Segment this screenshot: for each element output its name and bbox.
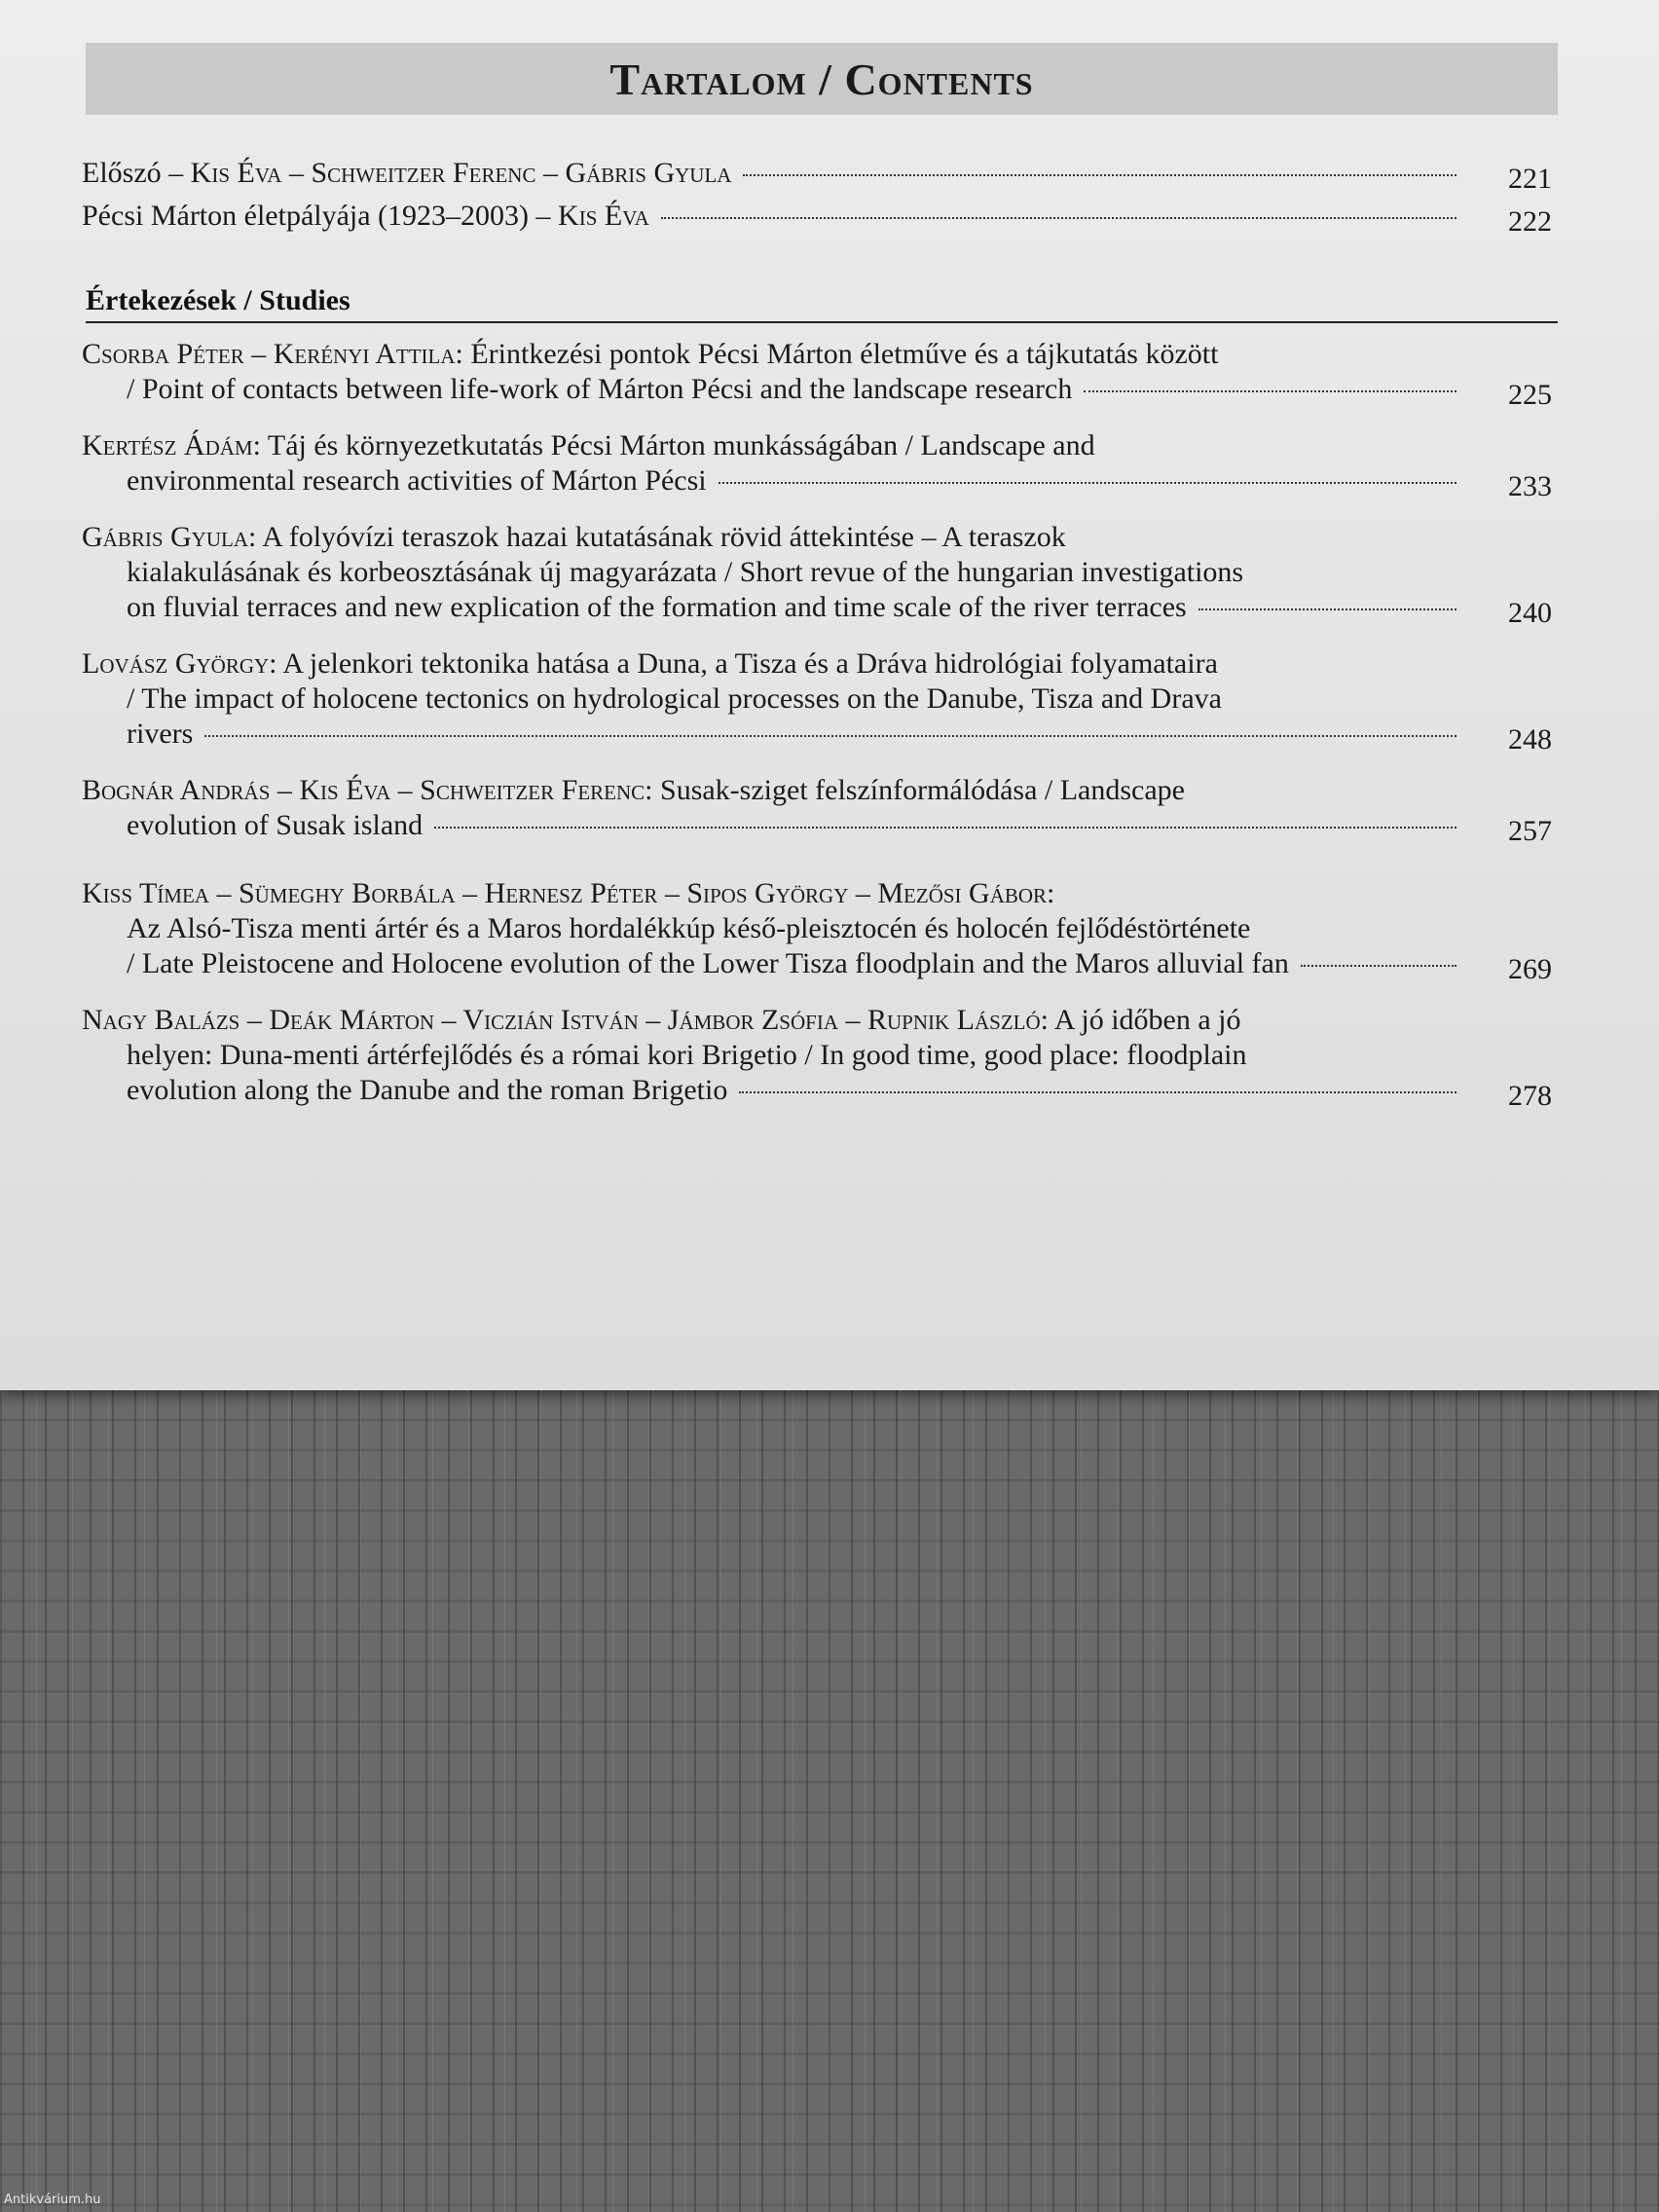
toc-title-text: / Late Pleistocene and Holocene evolution of the Lower Tisza floodplain and the Maros alluvial fan: [127, 947, 1289, 979]
toc-entry-line: [82, 1038, 1552, 1073]
toc-entry-line: [82, 463, 1552, 498]
page-number: 269: [1508, 953, 1552, 985]
toc-title-text: / The impact of holocene tectonics on hydrological processes on the Danube, Tisza and Drava: [127, 682, 1222, 715]
toc-entry-line: [82, 555, 1552, 590]
toc-entry[interactable]: [82, 156, 1552, 195]
toc-title-text: on fluvial terraces and new explication of the formation and time scale of the river terraces: [127, 591, 1187, 623]
toc-title-text: : Táj és környezetkutatás Pécsi Márton munkásságában / Landscape and: [252, 429, 1095, 461]
dot-leader: [1301, 965, 1456, 967]
page-number: 257: [1508, 815, 1552, 847]
toc-author: Kertész Ádám: [82, 429, 253, 461]
dot-leader: [739, 1091, 1456, 1093]
toc-title-text: Az Alsó-Tisza menti ártér és a Maros hordalékkúp késő-pleisztocén és holocén fejlődéstörténete: [127, 912, 1251, 944]
toc-entry-line: [82, 337, 1552, 372]
toc-author: Lovász György: [82, 647, 270, 680]
toc-title-text: evolution along the Danube and the roman Brigetio: [127, 1074, 728, 1106]
page-number: 225: [1508, 379, 1552, 411]
toc-author: Kis Éva – Schweitzer Ferenc – Gábris Gyula: [190, 157, 732, 189]
toc-author: Kiss Tímea – Sümeghy Borbála – Hernesz Péter – Sipos György – Mezősi Gábor: [82, 877, 1048, 909]
toc-entry[interactable]: [82, 337, 1552, 411]
toc-entry-line: [82, 808, 1552, 843]
toc-title-text: : A folyóvízi teraszok hazai kutatásának rövid áttekintése – A teraszok: [248, 521, 1066, 553]
toc-entry-line: [82, 156, 1552, 191]
page-number: 240: [1508, 597, 1552, 629]
toc-entry[interactable]: [82, 773, 1552, 847]
dot-leader: [661, 217, 1456, 219]
dot-leader: [743, 174, 1456, 176]
toc-title-text: rivers: [127, 718, 194, 750]
toc-entry-line: [82, 773, 1552, 808]
page-number: 221: [1508, 163, 1552, 195]
toc-entry-line: [82, 428, 1552, 463]
toc-entry-line: [82, 946, 1552, 981]
section-title: Értekezések / Studies: [86, 284, 350, 316]
dot-leader: [1084, 390, 1456, 392]
toc-author: Bognár András – Kis Éva – Schweitzer Ferenc: [82, 774, 645, 806]
page-number: 278: [1508, 1080, 1552, 1112]
toc-entry-line: [82, 876, 1552, 911]
toc-entry[interactable]: [82, 199, 1552, 238]
toc-entry-line: [82, 1003, 1552, 1038]
toc-title-text: evolution of Susak island: [127, 809, 424, 841]
toc-title-text: : A jó időben a jó: [1040, 1004, 1241, 1036]
dot-leader: [1198, 608, 1456, 610]
toc-entry-line: [82, 199, 1552, 234]
toc-title-text: Pécsi Márton életpályája (1923–2003) –: [82, 200, 559, 232]
watermark: Antikvárium.hu: [4, 2193, 101, 2207]
toc-entry-line: [82, 1073, 1552, 1108]
toc-author: Csorba Péter – Kerényi Attila: [82, 338, 456, 370]
page-number: 222: [1508, 205, 1552, 238]
toc-title-text: / Point of contacts between life-work of Márton Pécsi and the landscape research: [127, 373, 1073, 405]
dot-leader: [204, 735, 1456, 737]
toc-entry-line: [82, 646, 1552, 682]
dot-leader: [719, 482, 1456, 484]
toc-entry-line: [82, 590, 1552, 625]
toc-author: Kis Éva: [558, 200, 649, 232]
page-title: Tartalom / Contents: [609, 54, 1034, 104]
toc-entry-line: [82, 911, 1552, 946]
toc-title-text: helyen: Duna-menti ártérfejlődés és a római kori Brigetio / In good time, good place: floodplain: [127, 1039, 1247, 1071]
toc-entry[interactable]: [82, 646, 1552, 756]
page-number: 233: [1508, 470, 1552, 502]
toc-entry-line: [82, 682, 1552, 717]
toc-entry[interactable]: [82, 428, 1552, 502]
toc-entry-line: [82, 717, 1552, 752]
toc-title-text: : Érintkezési pontok Pécsi Márton életműve és a tájkutatás között: [455, 338, 1219, 370]
toc-title-text: : Susak-sziget felszínformálódása / Landscape: [645, 774, 1185, 806]
dot-leader: [434, 827, 1456, 829]
toc-entry[interactable]: [82, 876, 1552, 985]
toc-entry[interactable]: [82, 520, 1552, 629]
toc-title-text: kialakulásának és korbeosztásának új magyarázata / Short revue of the hungarian investigations: [127, 556, 1244, 588]
toc-author: Gábris Gyula: [82, 521, 249, 553]
toc-entry-line: [82, 372, 1552, 407]
page-number: 248: [1508, 723, 1552, 756]
toc-entry-line: [82, 520, 1552, 555]
toc-entry[interactable]: [82, 1003, 1552, 1112]
toc-title-text: : A jelenkori tektonika hatása a Duna, a Tisza és a Dráva hidrológiai folyamataira: [269, 647, 1218, 680]
toc-author: Nagy Balázs – Deák Márton – Viczián István – Jámbor Zsófia – Rupnik László: [82, 1004, 1041, 1036]
toc-title-text: Előszó –: [82, 157, 191, 189]
toc-title-text: environmental research activities of Márton Pécsi: [127, 464, 707, 497]
toc-title-text: :: [1047, 877, 1055, 909]
